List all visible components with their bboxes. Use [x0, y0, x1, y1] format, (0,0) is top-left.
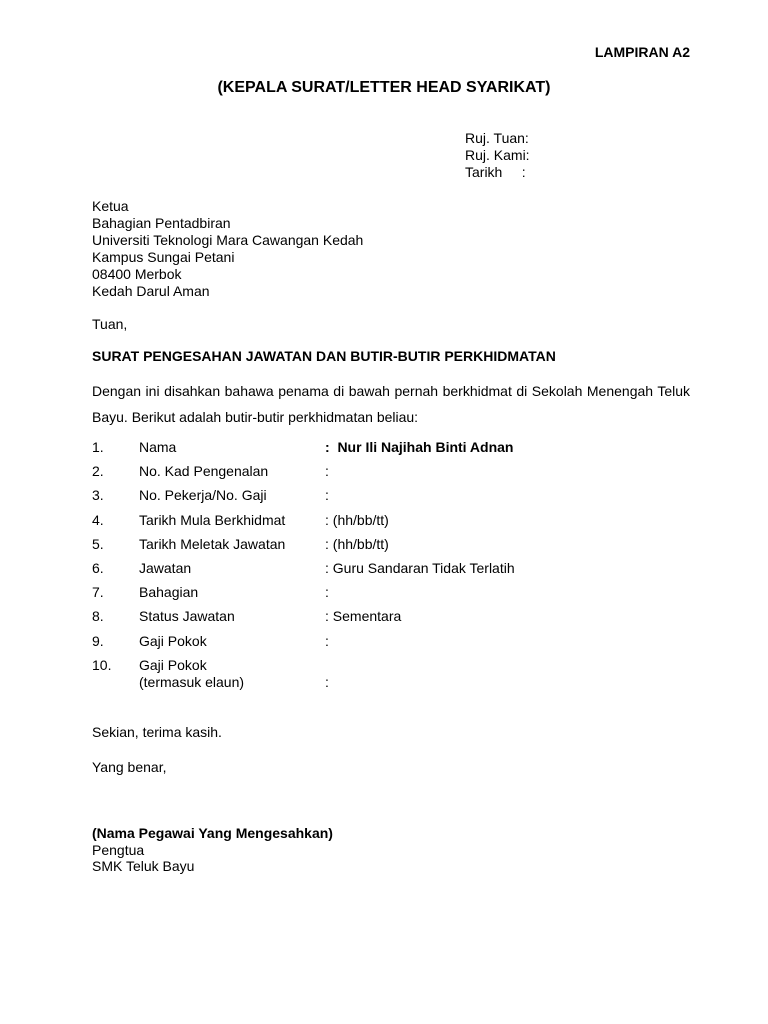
item-value: : (hh/bb/tt)	[325, 511, 389, 528]
item-value: : Nur Ili Najihah Binti Adnan	[325, 439, 514, 455]
item-sublabel: (termasuk elaun)	[139, 673, 245, 690]
recipient-line: Kedah Darul Aman	[92, 283, 210, 299]
item-label: Gaji Pokok	[139, 632, 207, 649]
item-value: : Guru Sandaran Tidak Terlatih	[325, 559, 515, 576]
ref-ruj-kami: Ruj. Kami:	[465, 147, 530, 163]
item-label: Nama	[139, 439, 177, 455]
signatory-name: (Nama Pegawai Yang Mengesahkan)	[92, 825, 333, 841]
item-label: No. Pekerja/No. Gaji	[139, 487, 267, 504]
item-value: :	[325, 673, 329, 690]
detail-row	[92, 656, 692, 696]
item-number: 1.	[92, 439, 104, 455]
item-number: 6.	[92, 559, 104, 576]
recipient-line: 08400 Merbok	[92, 266, 182, 282]
item-label: Status Jawatan	[139, 608, 235, 625]
signatory-school: SMK Teluk Bayu	[92, 858, 195, 874]
detail-row	[92, 462, 692, 486]
detail-row	[92, 559, 692, 583]
item-number: 8.	[92, 608, 104, 625]
detail-row	[92, 535, 692, 559]
detail-row	[92, 438, 692, 462]
item-value: :	[325, 632, 329, 649]
recipient-line: Ketua	[92, 198, 129, 214]
recipient-line: Bahagian Pentadbiran	[92, 215, 231, 231]
item-number: 3.	[92, 487, 104, 504]
item-label: Bahagian	[139, 584, 199, 601]
item-value: :	[325, 584, 329, 601]
item-number: 10.	[92, 656, 112, 673]
item-value: : Sementara	[325, 608, 402, 625]
item-label: Tarikh Mula Berkhidmat	[139, 511, 286, 528]
recipient-line: Universiti Teknologi Mara Cawangan Kedah	[92, 232, 364, 248]
item-value: :	[325, 487, 329, 504]
item-label: Tarikh Meletak Jawatan	[139, 535, 286, 552]
letterhead-placeholder: (KEPALA SURAT/LETTER HEAD SYARIKAT)	[217, 79, 551, 96]
item-number: 4.	[92, 511, 104, 528]
detail-row	[92, 583, 692, 607]
salutation: Tuan,	[92, 316, 128, 332]
sign-off: Yang benar,	[92, 759, 167, 775]
item-value: : (hh/bb/tt)	[325, 535, 389, 552]
annex-label: LAMPIRAN A2	[594, 44, 690, 60]
item-number: 5.	[92, 535, 104, 552]
item-number: 7.	[92, 584, 104, 601]
detail-row	[92, 632, 692, 656]
item-label: Gaji Pokok	[139, 656, 207, 673]
letter-subject: SURAT PENGESAHAN JAWATAN DAN BUTIR-BUTIR PERKHIDMATAN	[92, 348, 556, 364]
closing-text: Sekian, terima kasih.	[92, 724, 222, 740]
item-label: Jawatan	[139, 559, 192, 576]
ref-tarikh: Tarikh :	[465, 164, 526, 180]
intro-paragraph: Dengan ini disahkan bahawa penama di bawah pernah berkhidmat di Sekolah Menengah Teluk Bayu. Berikut adalah butir-butir perkhidmatan beliau:	[92, 383, 690, 425]
ref-ruj-tuan: Ruj. Tuan:	[465, 130, 529, 146]
service-details-list	[92, 438, 692, 696]
item-label: No. Kad Pengenalan	[139, 463, 269, 480]
detail-row	[92, 511, 692, 535]
recipient-line: Kampus Sungai Petani	[92, 249, 235, 265]
item-number: 9.	[92, 632, 104, 649]
detail-row	[92, 486, 692, 510]
item-number: 2.	[92, 463, 104, 480]
item-value: :	[325, 463, 329, 480]
signatory-title: Pengtua	[92, 842, 145, 858]
detail-row	[92, 607, 692, 631]
